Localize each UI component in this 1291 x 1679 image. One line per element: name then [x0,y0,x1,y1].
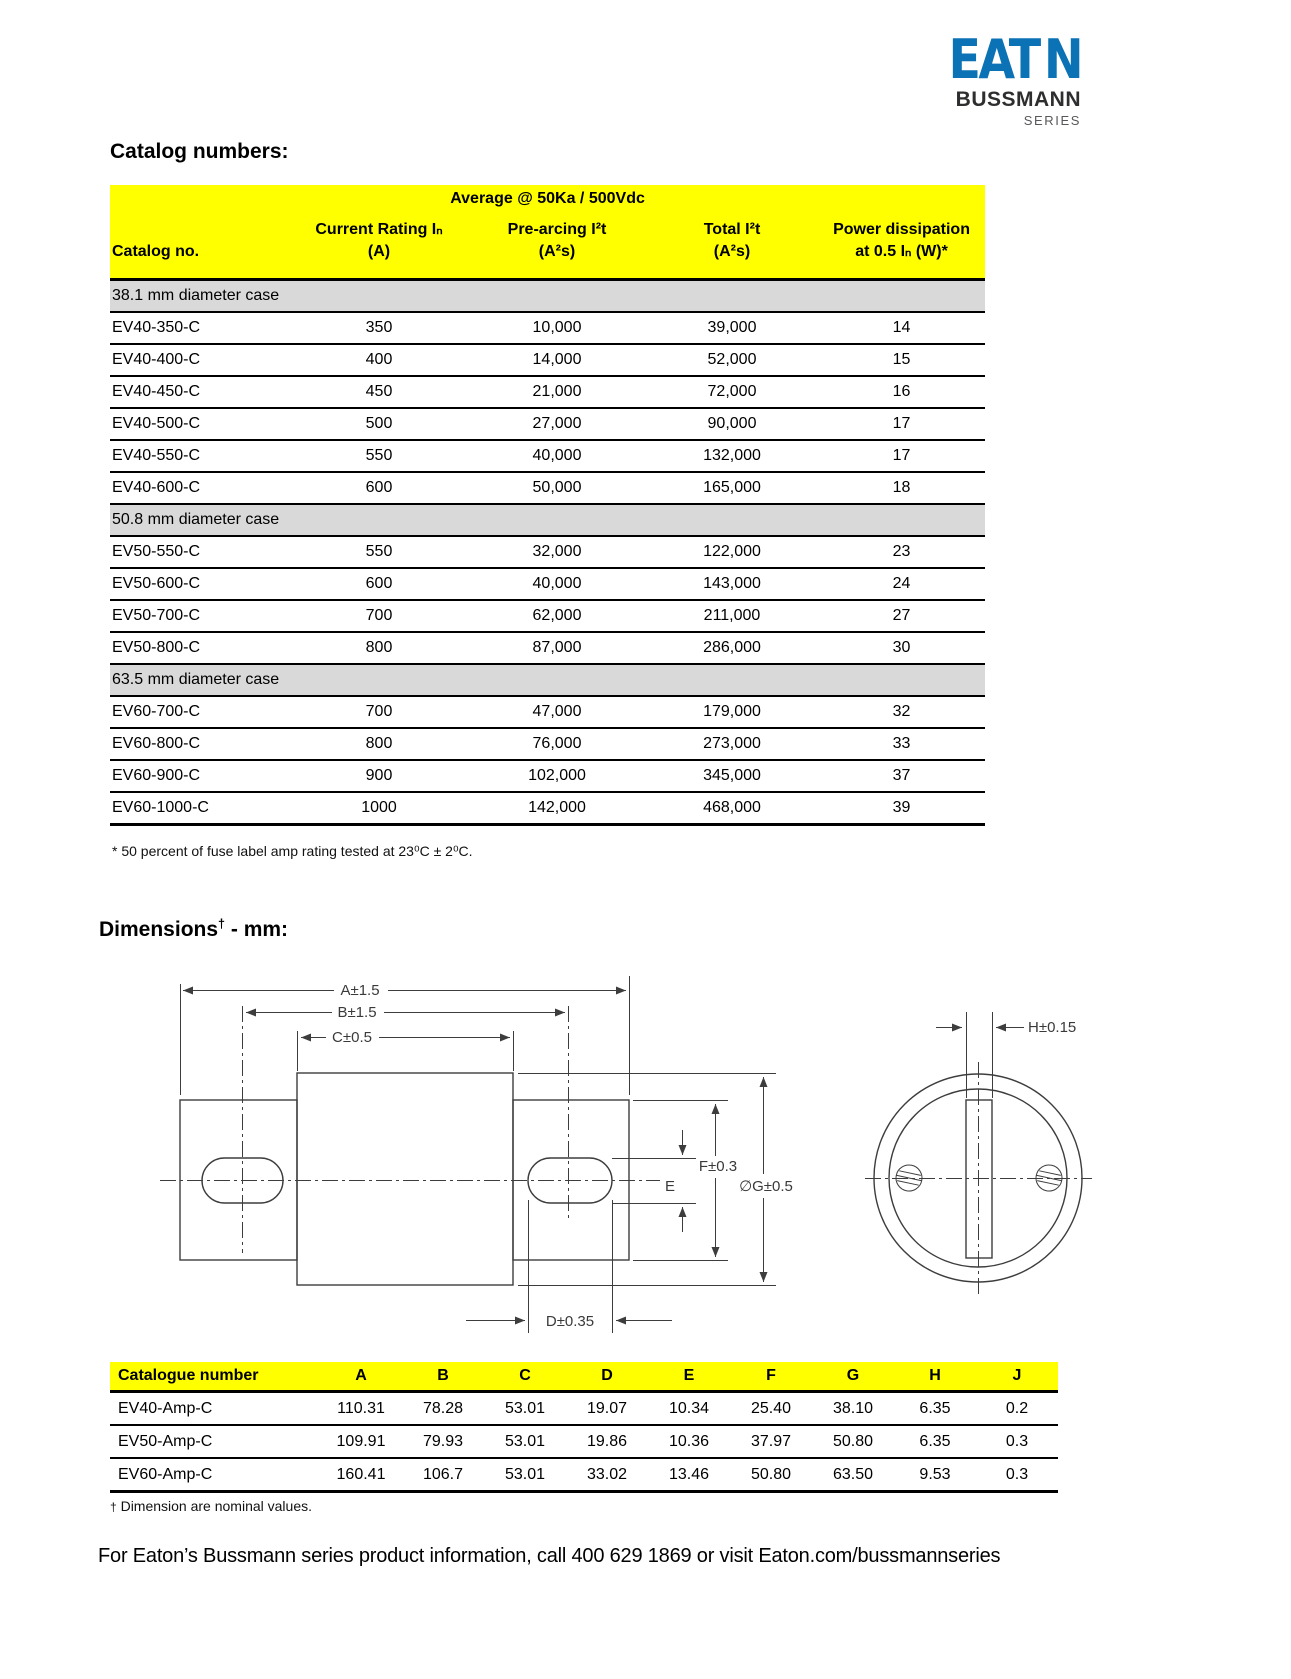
dimension-b [246,1004,565,1021]
dim-value-cell: 0.2 [976,1392,1058,1426]
value-cell: 165,000 [646,472,818,504]
catalog-row [110,536,985,568]
value-cell: 400 [290,344,468,376]
value-cell: 211,000 [646,600,818,632]
series-wordmark: SERIES [1023,113,1081,128]
dimension-e [665,1130,683,1232]
dim-col-header: G [812,1362,894,1392]
value-cell: 14 [818,312,985,344]
catalog-number-cell: EV50-700-C [110,600,290,632]
dim-value-cell: 37.97 [730,1425,812,1458]
dim-label-a: A±1.5 [340,982,380,999]
catalog-row [110,472,985,504]
dim-col-header: Catalogue number [110,1362,320,1392]
col-header-power-dissipation: Power dissipation at 0.5 Iₙ (W)* [818,208,985,280]
dim-value-cell: 19.07 [566,1392,648,1426]
catalog-number-cell: EV40-400-C [110,344,290,376]
catalog-table-header [110,185,985,280]
dim-value-cell: 0.3 [976,1458,1058,1492]
dim-catalog-number-cell: EV40-Amp-C [110,1392,320,1426]
catalog-number-cell: EV40-500-C [110,408,290,440]
center-lines [160,1006,660,1253]
dim-value-cell: 110.31 [320,1392,402,1426]
value-cell: 350 [290,312,468,344]
dim-value-cell: 50.80 [730,1458,812,1492]
dim-label-b: B±1.5 [337,1004,377,1021]
value-cell: 90,000 [646,408,818,440]
catalog-number-cell: EV40-450-C [110,376,290,408]
catalog-numbers-heading: Catalog numbers: [110,140,289,163]
dim-col-header: E [648,1362,730,1392]
catalog-number-cell: EV50-800-C [110,632,290,664]
contact-info-line: For Eaton’s Bussmann series product information, call 400 629 1869 or visit Eaton.com/bussmannseries [98,1545,1001,1567]
dim-label-f: F±0.3 [698,1158,738,1175]
col-header-prearcing: Pre-arcing I²t (A²s) [468,208,646,280]
value-cell: 800 [290,728,468,760]
catalog-number-cell: EV60-900-C [110,760,290,792]
end-view-center-lines [865,1062,1092,1294]
dimension-g [739,1077,793,1282]
case-section-row [110,280,985,313]
bussmann-wordmark: BUSSMANN [955,88,1081,111]
dim-table-row [110,1392,1058,1426]
dim-label-e: E [664,1178,676,1195]
value-cell: 39,000 [646,312,818,344]
dim-col-header: J [976,1362,1058,1392]
value-cell: 30 [818,632,985,664]
span-header-average: Average @ 50Ka / 500Vdc [110,185,985,208]
dim-value-cell: 106.7 [402,1458,484,1492]
dim-value-cell: 25.40 [730,1392,812,1426]
dimension-a [183,982,626,999]
catalog-number-cell: EV60-1000-C [110,792,290,825]
dim-col-header: A [320,1362,402,1392]
catalog-row [110,760,985,792]
catalog-number-cell: EV60-800-C [110,728,290,760]
catalog-row [110,440,985,472]
dim-value-cell: 78.28 [402,1392,484,1426]
catalog-number-cell: EV40-350-C [110,312,290,344]
catalog-number-cell: EV60-700-C [110,696,290,728]
value-cell: 37 [818,760,985,792]
catalog-number-cell: EV50-550-C [110,536,290,568]
dim-table-header [110,1362,1058,1392]
dimension-d [466,1313,672,1330]
dim-label-h: H±0.15 [1028,1019,1077,1036]
fuse-side-view [180,1073,629,1285]
case-section-row [110,664,985,696]
catalog-number-cell: EV50-600-C [110,568,290,600]
value-cell: 32 [818,696,985,728]
value-cell: 76,000 [468,728,646,760]
value-cell: 450 [290,376,468,408]
value-cell: 132,000 [646,440,818,472]
dim-value-cell: 79.93 [402,1425,484,1458]
value-cell: 17 [818,408,985,440]
value-cell: 32,000 [468,536,646,568]
value-cell: 47,000 [468,696,646,728]
value-cell: 14,000 [468,344,646,376]
dim-value-cell: 53.01 [484,1458,566,1492]
col-header-total-i2t: Total I²t (A²s) [646,208,818,280]
catalog-row [110,632,985,664]
case-section-row [110,504,985,536]
dimensions-table [110,1362,1058,1493]
dimension-c [301,1029,510,1046]
value-cell: 17 [818,440,985,472]
value-cell: 143,000 [646,568,818,600]
dim-value-cell: 13.46 [648,1458,730,1492]
value-cell: 10,000 [468,312,646,344]
dim-value-cell: 6.35 [894,1392,976,1426]
catalog-row [110,408,985,440]
dim-value-cell: 50.80 [812,1425,894,1458]
value-cell: 21,000 [468,376,646,408]
dim-value-cell: 109.91 [320,1425,402,1458]
dim-value-cell: 38.10 [812,1392,894,1426]
catalog-row [110,792,985,825]
dim-table-header-row [110,1362,1058,1392]
catalog-row [110,696,985,728]
value-cell: 468,000 [646,792,818,825]
dimensions-heading: Dimensions† - mm: [99,917,289,941]
dim-catalog-number-cell: EV60-Amp-C [110,1458,320,1492]
dim-value-cell: 33.02 [566,1458,648,1492]
catalog-row [110,600,985,632]
case-section-label: 38.1 mm diameter case [110,280,985,313]
dimensions-footnote-marker: † [110,1500,117,1514]
dim-table-row [110,1458,1058,1492]
dim-value-cell: 19.86 [566,1425,648,1458]
value-cell: 39 [818,792,985,825]
value-cell: 102,000 [468,760,646,792]
value-cell: 50,000 [468,472,646,504]
eaton-bussmann-logo [933,28,1081,128]
dim-table-body [110,1392,1058,1492]
catalog-row [110,376,985,408]
value-cell: 500 [290,408,468,440]
catalog-row [110,568,985,600]
value-cell: 40,000 [468,440,646,472]
value-cell: 15 [818,344,985,376]
case-section-label: 50.8 mm diameter case [110,504,985,536]
dimensions-heading-footnote-marker: † [218,917,226,931]
dim-value-cell: 160.41 [320,1458,402,1492]
value-cell: 179,000 [646,696,818,728]
dim-value-cell: 63.50 [812,1458,894,1492]
catalog-table-body [110,280,985,825]
dimensions-footnote: † Dimension are nominal values. [110,1498,313,1514]
value-cell: 142,000 [468,792,646,825]
catalog-row [110,728,985,760]
value-cell: 800 [290,632,468,664]
value-cell: 23 [818,536,985,568]
dim-col-header: C [484,1362,566,1392]
dim-value-cell: 53.01 [484,1425,566,1458]
value-cell: 1000 [290,792,468,825]
dim-col-header: D [566,1362,648,1392]
dim-col-header: F [730,1362,812,1392]
dimension-h [936,1012,1076,1098]
value-cell: 122,000 [646,536,818,568]
dim-label-c: C±0.5 [332,1029,372,1046]
value-cell: 286,000 [646,632,818,664]
value-cell: 700 [290,600,468,632]
eaton-letters: EAT [948,28,1039,91]
col-header-current-rating: Current Rating Iₙ (A) [290,208,468,280]
case-section-label: 63.5 mm diameter case [110,664,985,696]
value-cell: 87,000 [468,632,646,664]
eaton-wordmark [948,28,1081,91]
dimensions-table-container [110,1362,1058,1493]
dim-value-cell: 0.3 [976,1425,1058,1458]
value-cell: 900 [290,760,468,792]
dim-col-header: H [894,1362,976,1392]
value-cell: 24 [818,568,985,600]
catalog-number-cell: EV40-550-C [110,440,290,472]
dim-value-cell: 10.34 [648,1392,730,1426]
dim-table-row [110,1425,1058,1458]
value-cell: 40,000 [468,568,646,600]
dim-catalog-number-cell: EV50-Amp-C [110,1425,320,1458]
dim-label-g: ∅G±0.5 [739,1178,793,1195]
dim-value-cell: 10.36 [648,1425,730,1458]
fuse-dimensions-diagram [0,900,1130,1360]
value-cell: 600 [290,472,468,504]
value-cell: 345,000 [646,760,818,792]
catalog-row [110,312,985,344]
value-cell: 52,000 [646,344,818,376]
dimension-f [699,1104,737,1257]
dim-value-cell: 53.01 [484,1392,566,1426]
dim-col-header: B [402,1362,484,1392]
eaton-letter-n: N [1043,28,1081,91]
catalog-table-container [110,185,985,826]
value-cell: 62,000 [468,600,646,632]
catalog-table [110,185,985,826]
value-cell: 600 [290,568,468,600]
catalog-footnote: * 50 percent of fuse label amp rating tested at 23⁰C ± 2⁰C. [112,843,473,859]
dim-value-cell: 6.35 [894,1425,976,1458]
value-cell: 550 [290,536,468,568]
value-cell: 27 [818,600,985,632]
value-cell: 550 [290,440,468,472]
catalog-number-cell: EV40-600-C [110,472,290,504]
value-cell: 18 [818,472,985,504]
dim-label-d: D±0.35 [545,1313,595,1330]
dim-value-cell: 9.53 [894,1458,976,1492]
value-cell: 700 [290,696,468,728]
value-cell: 16 [818,376,985,408]
value-cell: 273,000 [646,728,818,760]
value-cell: 72,000 [646,376,818,408]
col-header-catalog-no: Catalog no. [110,208,290,280]
extension-lines [181,976,777,1333]
catalog-row [110,344,985,376]
value-cell: 33 [818,728,985,760]
value-cell: 27,000 [468,408,646,440]
